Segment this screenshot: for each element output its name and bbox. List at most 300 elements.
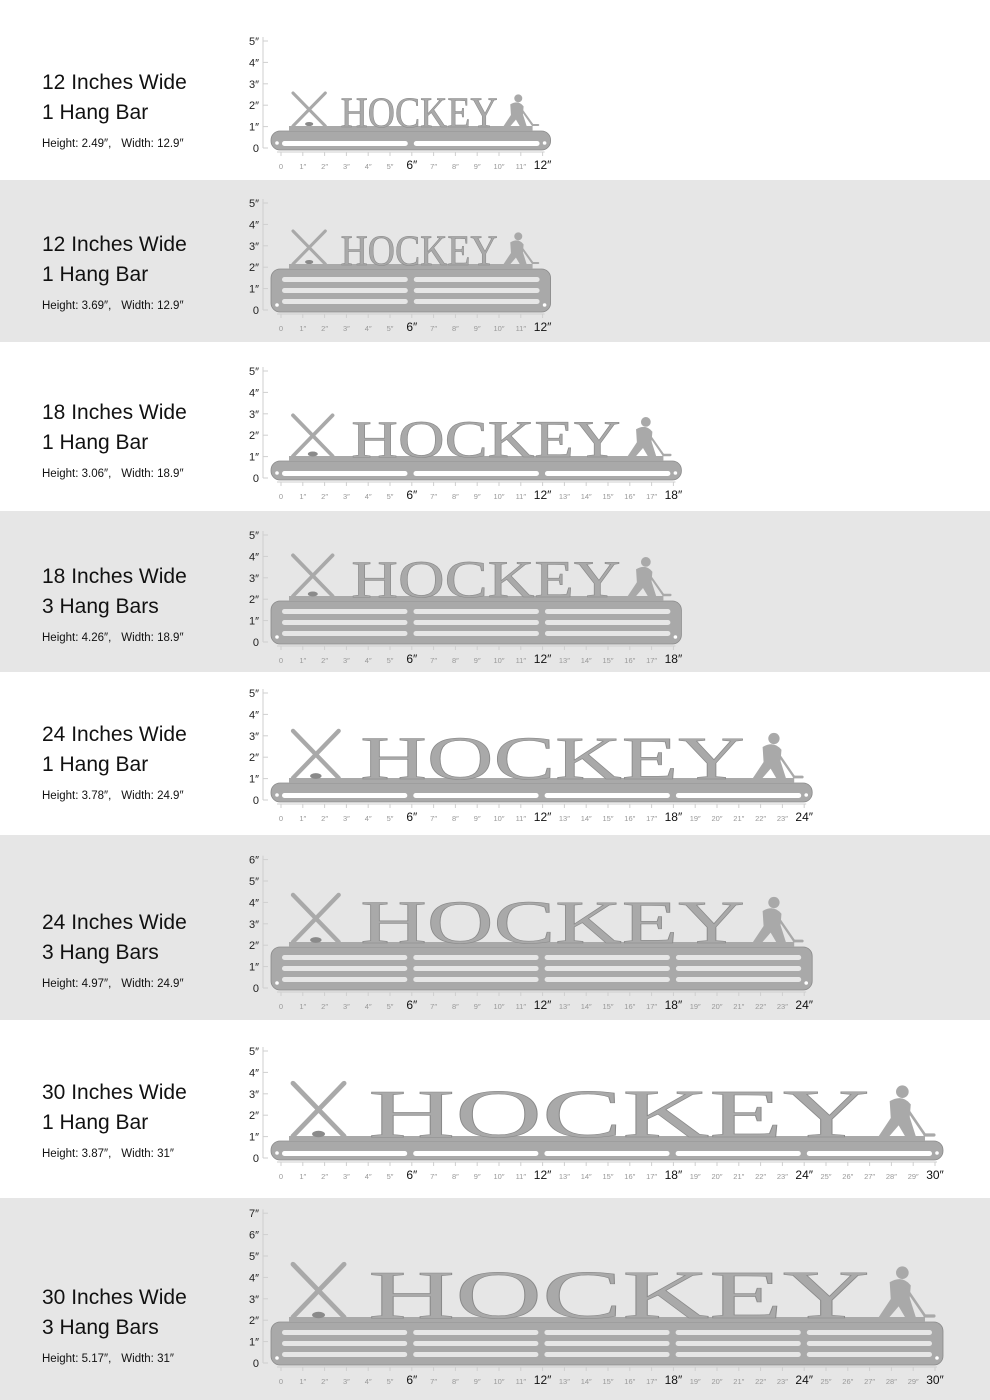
horizontal-tick-label: 18″ xyxy=(664,652,683,666)
hockey-player-icon xyxy=(503,94,538,127)
horizontal-tick-label: 16″ xyxy=(624,1002,636,1011)
vertical-tick-label: 3″ xyxy=(248,1293,259,1306)
horizontal-tick-label: 7″ xyxy=(430,1002,438,1011)
horizontal-tick-label: 9″ xyxy=(473,324,481,333)
vertical-tick-label: 1″ xyxy=(248,961,259,974)
vertical-tick-label: 6″ xyxy=(248,1229,259,1242)
horizontal-tick-label: 6″ xyxy=(406,998,418,1012)
hockey-wordmark: HOCKEY xyxy=(340,227,498,275)
horizontal-tick-label: 9″ xyxy=(473,162,481,171)
horizontal-tick-label: 7″ xyxy=(430,492,438,501)
horizontal-tick-label: 9″ xyxy=(473,814,481,823)
horizontal-tick-label: 8″ xyxy=(451,162,459,171)
horizontal-tick-label: 7″ xyxy=(430,1377,438,1386)
horizontal-tick-label: 22″ xyxy=(755,814,767,823)
horizontal-tick-label: 21″ xyxy=(733,1172,745,1181)
horizontal-tick-label: 5″ xyxy=(386,1172,394,1181)
medal-hanger-figure xyxy=(0,180,990,342)
vertical-tick-label: 2″ xyxy=(248,594,259,607)
horizontal-tick-label: 7″ xyxy=(430,162,438,171)
horizontal-tick-label: 21″ xyxy=(733,814,745,823)
vertical-tick-label: 3″ xyxy=(248,78,259,91)
horizontal-tick-label: 9″ xyxy=(473,1172,481,1181)
vertical-tick-label: 1″ xyxy=(248,1131,259,1144)
crossed-sticks-icon xyxy=(293,1083,344,1137)
horizontal-tick-label: 6″ xyxy=(406,652,418,666)
horizontal-tick-label: 16″ xyxy=(624,1377,636,1386)
vertical-ruler xyxy=(249,36,268,155)
hockey-medal-hanger xyxy=(271,227,551,312)
vertical-tick-label: 1″ xyxy=(248,1336,259,1349)
horizontal-tick-label: 18″ xyxy=(664,998,683,1012)
horizontal-tick-label: 27″ xyxy=(864,1172,876,1181)
hockey-player-icon xyxy=(627,417,670,457)
hockey-player-icon xyxy=(752,733,802,779)
horizontal-tick-label: 0 xyxy=(278,1172,284,1181)
vertical-tick-label: 5″ xyxy=(248,36,259,48)
horizontal-tick-label: 20″ xyxy=(711,1377,723,1386)
horizontal-tick-label: 19″ xyxy=(689,1172,701,1181)
vertical-tick-label: 5″ xyxy=(248,366,259,378)
horizontal-tick-label: 25″ xyxy=(820,1172,832,1181)
vertical-tick-label: 3″ xyxy=(248,408,259,421)
vertical-tick-label: 5″ xyxy=(248,530,259,542)
vertical-tick-label: 3″ xyxy=(248,730,259,743)
vertical-tick-label: 2″ xyxy=(248,1110,259,1123)
horizontal-tick-label: 12″ xyxy=(533,810,552,824)
height-value: Height: 4.97″, xyxy=(42,978,112,990)
vertical-tick-label: 5″ xyxy=(248,198,259,210)
crossed-sticks-icon xyxy=(293,731,339,779)
horizontal-tick-label: 2″ xyxy=(321,656,329,665)
horizontal-tick-label: 7″ xyxy=(430,814,438,823)
horizontal-tick-label: 11″ xyxy=(515,492,527,501)
horizontal-tick-label: 8″ xyxy=(451,1377,459,1386)
vertical-tick-label: 2″ xyxy=(248,752,259,765)
width-value: Width: 12.9″ xyxy=(121,138,184,150)
hockey-medal-hanger xyxy=(271,550,681,644)
horizontal-tick-label: 1″ xyxy=(299,492,307,501)
horizontal-tick-label: 4″ xyxy=(364,1002,372,1011)
vertical-tick-label: 0 xyxy=(252,143,259,155)
horizontal-tick-label: 30″ xyxy=(926,1168,944,1182)
horizontal-tick-label: 10″ xyxy=(493,1002,505,1011)
horizontal-tick-label: 10″ xyxy=(493,814,505,823)
horizontal-tick-label: 2″ xyxy=(321,162,329,171)
horizontal-tick-label: 6″ xyxy=(406,1168,418,1182)
horizontal-tick-label: 6″ xyxy=(406,1373,418,1387)
horizontal-tick-label: 18″ xyxy=(664,1373,683,1387)
hang-bar-count: 1 Hang Bar xyxy=(42,753,149,776)
horizontal-tick-label: 23″ xyxy=(776,1172,788,1181)
horizontal-tick-label: 1″ xyxy=(299,656,307,665)
size-title: 18 Inches Wide xyxy=(42,401,187,424)
medal-hanger-figure xyxy=(0,342,990,511)
horizontal-tick-label: 13″ xyxy=(558,1172,570,1181)
vertical-tick-label: 0 xyxy=(252,795,259,807)
horizontal-tick-label: 23″ xyxy=(776,1377,788,1386)
horizontal-tick-label: 15″ xyxy=(602,492,614,501)
hockey-wordmark: HOCKEY xyxy=(351,550,621,609)
medal-hanger-figure xyxy=(0,0,990,180)
size-option-row xyxy=(0,835,990,1020)
vertical-tick-label: 3″ xyxy=(248,918,259,931)
horizontal-tick-label: 6″ xyxy=(406,158,418,172)
horizontal-tick-label: 20″ xyxy=(711,1172,723,1181)
horizontal-tick-label: 11″ xyxy=(515,162,527,171)
hockey-wordmark: HOCKEY xyxy=(360,889,745,957)
width-value: Width: 24.9″ xyxy=(121,790,184,802)
horizontal-tick-label: 5″ xyxy=(386,162,394,171)
vertical-tick-label: 4″ xyxy=(248,897,259,910)
vertical-tick-label: 4″ xyxy=(248,551,259,564)
horizontal-tick-label: 22″ xyxy=(755,1377,767,1386)
horizontal-tick-label: 8″ xyxy=(451,1002,459,1011)
hockey-player-icon xyxy=(752,897,802,943)
horizontal-tick-label: 5″ xyxy=(386,324,394,333)
horizontal-tick-label: 26″ xyxy=(842,1377,854,1386)
vertical-tick-label: 1″ xyxy=(248,773,259,786)
horizontal-tick-label: 3″ xyxy=(342,492,350,501)
horizontal-tick-label: 20″ xyxy=(711,1002,723,1011)
vertical-tick-label: 0 xyxy=(252,305,259,317)
horizontal-tick-label: 4″ xyxy=(364,162,372,171)
width-value: Width: 31″ xyxy=(121,1353,174,1365)
vertical-ruler xyxy=(249,530,268,649)
horizontal-tick-label: 24″ xyxy=(795,1168,814,1182)
vertical-tick-label: 5″ xyxy=(248,876,259,888)
horizontal-tick-label: 16″ xyxy=(624,814,636,823)
horizontal-tick-label: 10″ xyxy=(493,1172,505,1181)
vertical-tick-label: 4″ xyxy=(248,1272,259,1285)
horizontal-tick-label: 12″ xyxy=(533,652,552,666)
horizontal-tick-label: 9″ xyxy=(473,656,481,665)
horizontal-tick-label: 11″ xyxy=(515,1377,527,1386)
vertical-tick-label: 2″ xyxy=(248,1315,259,1328)
horizontal-tick-label: 16″ xyxy=(624,492,636,501)
horizontal-tick-label: 24″ xyxy=(795,1373,814,1387)
size-option-row xyxy=(0,672,990,835)
horizontal-tick-label: 8″ xyxy=(451,656,459,665)
vertical-tick-label: 4″ xyxy=(248,387,259,400)
horizontal-tick-label: 22″ xyxy=(755,1002,767,1011)
hockey-medal-hanger xyxy=(271,1076,943,1160)
horizontal-tick-label: 1″ xyxy=(299,814,307,823)
horizontal-tick-label: 1″ xyxy=(299,162,307,171)
vertical-tick-label: 0 xyxy=(252,1153,259,1165)
hockey-player-icon xyxy=(503,232,538,265)
vertical-tick-label: 2″ xyxy=(248,430,259,443)
hockey-player-icon xyxy=(878,1085,934,1137)
horizontal-ruler xyxy=(277,152,552,172)
horizontal-tick-label: 28″ xyxy=(885,1172,897,1181)
horizontal-tick-label: 8″ xyxy=(451,814,459,823)
horizontal-tick-label: 12″ xyxy=(533,1168,552,1182)
medal-hanger-figure xyxy=(0,511,990,672)
horizontal-tick-label: 17″ xyxy=(646,1002,658,1011)
hang-bar-count: 1 Hang Bar xyxy=(42,263,149,286)
horizontal-tick-label: 9″ xyxy=(473,492,481,501)
horizontal-tick-label: 18″ xyxy=(664,810,683,824)
vertical-ruler xyxy=(249,1046,268,1165)
size-option-row xyxy=(0,1198,990,1400)
horizontal-tick-label: 4″ xyxy=(364,656,372,665)
vertical-tick-label: 0 xyxy=(252,983,259,995)
vertical-tick-label: 1″ xyxy=(248,121,259,134)
horizontal-tick-label: 23″ xyxy=(776,1002,788,1011)
horizontal-tick-label: 16″ xyxy=(624,1172,636,1181)
horizontal-tick-label: 10″ xyxy=(493,492,505,501)
width-value: Width: 18.9″ xyxy=(121,632,184,644)
size-option-row xyxy=(0,511,990,672)
horizontal-tick-label: 3″ xyxy=(342,656,350,665)
horizontal-tick-label: 24″ xyxy=(795,998,814,1012)
vertical-tick-label: 4″ xyxy=(248,219,259,232)
horizontal-tick-label: 14″ xyxy=(580,1002,592,1011)
hang-bar-count: 3 Hang Bars xyxy=(42,941,159,964)
hockey-medal-hanger xyxy=(271,889,812,990)
hockey-wordmark: HOCKEY xyxy=(368,1257,870,1333)
horizontal-ruler xyxy=(277,804,814,824)
horizontal-tick-label: 1″ xyxy=(299,1377,307,1386)
horizontal-tick-label: 11″ xyxy=(515,1002,527,1011)
hockey-wordmark: HOCKEY xyxy=(340,89,498,137)
vertical-tick-label: 1″ xyxy=(248,451,259,464)
vertical-ruler xyxy=(249,366,268,485)
horizontal-tick-label: 8″ xyxy=(451,492,459,501)
horizontal-tick-label: 29″ xyxy=(907,1377,919,1386)
horizontal-tick-label: 5″ xyxy=(386,492,394,501)
horizontal-tick-label: 3″ xyxy=(342,1172,350,1181)
vertical-tick-label: 5″ xyxy=(248,1251,259,1263)
hang-bar-count: 1 Hang Bar xyxy=(42,1111,149,1134)
vertical-tick-label: 7″ xyxy=(248,1208,259,1221)
horizontal-tick-label: 17″ xyxy=(646,492,658,501)
horizontal-tick-label: 17″ xyxy=(646,656,658,665)
width-value: Width: 24.9″ xyxy=(121,978,184,990)
vertical-tick-label: 2″ xyxy=(248,940,259,953)
crossed-sticks-icon xyxy=(293,93,325,126)
size-title: 30 Inches Wide xyxy=(42,1081,187,1104)
horizontal-tick-label: 13″ xyxy=(558,1377,570,1386)
horizontal-tick-label: 5″ xyxy=(386,814,394,823)
horizontal-tick-label: 5″ xyxy=(386,1377,394,1386)
crossed-sticks-icon xyxy=(293,231,325,264)
horizontal-tick-label: 25″ xyxy=(820,1377,832,1386)
horizontal-tick-label: 15″ xyxy=(602,1172,614,1181)
height-value: Height: 3.87″, xyxy=(42,1148,112,1160)
horizontal-tick-label: 14″ xyxy=(580,656,592,665)
horizontal-tick-label: 13″ xyxy=(558,492,570,501)
width-value: Width: 18.9″ xyxy=(121,468,184,480)
vertical-tick-label: 0 xyxy=(252,473,259,485)
height-value: Height: 3.69″, xyxy=(42,300,112,312)
horizontal-tick-label: 0 xyxy=(278,162,284,171)
horizontal-tick-label: 4″ xyxy=(364,814,372,823)
horizontal-tick-label: 3″ xyxy=(342,814,350,823)
height-value: Height: 2.49″, xyxy=(42,138,112,150)
vertical-ruler xyxy=(249,688,268,807)
hang-bar-count: 1 Hang Bar xyxy=(42,431,149,454)
horizontal-tick-label: 7″ xyxy=(430,656,438,665)
size-option-row xyxy=(0,180,990,342)
vertical-tick-label: 6″ xyxy=(248,854,259,867)
vertical-ruler xyxy=(249,1208,268,1370)
crossed-sticks-icon xyxy=(293,895,339,943)
horizontal-tick-label: 0 xyxy=(278,324,284,333)
horizontal-tick-label: 12″ xyxy=(533,1373,552,1387)
horizontal-tick-label: 30″ xyxy=(926,1373,944,1387)
horizontal-tick-label: 11″ xyxy=(515,814,527,823)
horizontal-tick-label: 3″ xyxy=(342,1002,350,1011)
horizontal-tick-label: 6″ xyxy=(406,810,418,824)
vertical-tick-label: 1″ xyxy=(248,283,259,296)
horizontal-tick-label: 26″ xyxy=(842,1172,854,1181)
horizontal-tick-label: 6″ xyxy=(406,488,418,502)
horizontal-tick-label: 2″ xyxy=(321,1377,329,1386)
horizontal-tick-label: 7″ xyxy=(430,1172,438,1181)
hang-bar-count: 3 Hang Bars xyxy=(42,1316,159,1339)
horizontal-tick-label: 0 xyxy=(278,1002,284,1011)
horizontal-tick-label: 4″ xyxy=(364,1377,372,1386)
horizontal-tick-label: 3″ xyxy=(342,1377,350,1386)
horizontal-tick-label: 18″ xyxy=(664,1168,683,1182)
size-title: 18 Inches Wide xyxy=(42,565,187,588)
horizontal-tick-label: 23″ xyxy=(776,814,788,823)
vertical-tick-label: 5″ xyxy=(248,1046,259,1058)
horizontal-tick-label: 3″ xyxy=(342,162,350,171)
horizontal-ruler xyxy=(277,482,683,502)
horizontal-tick-label: 11″ xyxy=(515,324,527,333)
horizontal-tick-label: 10″ xyxy=(493,656,505,665)
hockey-wordmark: HOCKEY xyxy=(360,725,745,793)
height-value: Height: 4.26″, xyxy=(42,632,112,644)
horizontal-tick-label: 28″ xyxy=(885,1377,897,1386)
size-title: 24 Inches Wide xyxy=(42,911,187,934)
hockey-player-icon xyxy=(878,1266,934,1318)
horizontal-tick-label: 0 xyxy=(278,1377,284,1386)
horizontal-tick-label: 10″ xyxy=(493,162,505,171)
horizontal-tick-label: 3″ xyxy=(342,324,350,333)
horizontal-tick-label: 2″ xyxy=(321,1172,329,1181)
horizontal-tick-label: 22″ xyxy=(755,1172,767,1181)
horizontal-tick-label: 14″ xyxy=(580,1377,592,1386)
vertical-tick-label: 0 xyxy=(252,1358,259,1370)
vertical-tick-label: 2″ xyxy=(248,262,259,275)
horizontal-ruler xyxy=(277,992,814,1012)
horizontal-tick-label: 15″ xyxy=(602,656,614,665)
medal-hanger-figure xyxy=(0,672,990,835)
hockey-medal-hanger xyxy=(271,725,812,802)
hockey-medal-hanger xyxy=(271,410,681,480)
horizontal-tick-label: 13″ xyxy=(558,814,570,823)
horizontal-tick-label: 6″ xyxy=(406,320,418,334)
width-value: Width: 31″ xyxy=(121,1148,174,1160)
horizontal-tick-label: 7″ xyxy=(430,324,438,333)
vertical-tick-label: 5″ xyxy=(248,688,259,700)
horizontal-tick-label: 14″ xyxy=(580,814,592,823)
horizontal-tick-label: 24″ xyxy=(795,810,814,824)
size-title: 30 Inches Wide xyxy=(42,1286,187,1309)
hockey-wordmark: HOCKEY xyxy=(351,410,621,469)
horizontal-tick-label: 2″ xyxy=(321,1002,329,1011)
horizontal-tick-label: 11″ xyxy=(515,1172,527,1181)
horizontal-tick-label: 4″ xyxy=(364,492,372,501)
horizontal-tick-label: 9″ xyxy=(473,1377,481,1386)
horizontal-tick-label: 15″ xyxy=(602,814,614,823)
horizontal-tick-label: 13″ xyxy=(558,656,570,665)
horizontal-tick-label: 4″ xyxy=(364,324,372,333)
horizontal-tick-label: 1″ xyxy=(299,324,307,333)
horizontal-tick-label: 14″ xyxy=(580,1172,592,1181)
crossed-sticks-icon xyxy=(293,1264,344,1318)
horizontal-ruler xyxy=(277,1162,945,1182)
horizontal-tick-label: 27″ xyxy=(864,1377,876,1386)
vertical-tick-label: 3″ xyxy=(248,1088,259,1101)
hockey-medal-hanger xyxy=(271,89,551,150)
vertical-ruler xyxy=(249,198,268,317)
horizontal-tick-label: 12″ xyxy=(533,320,552,334)
horizontal-tick-label: 12″ xyxy=(533,488,552,502)
hang-bar-count: 3 Hang Bars xyxy=(42,595,159,618)
horizontal-tick-label: 4″ xyxy=(364,1172,372,1181)
horizontal-tick-label: 15″ xyxy=(602,1377,614,1386)
horizontal-tick-label: 17″ xyxy=(646,1377,658,1386)
vertical-tick-label: 3″ xyxy=(248,572,259,585)
horizontal-tick-label: 21″ xyxy=(733,1002,745,1011)
vertical-tick-label: 4″ xyxy=(248,709,259,722)
horizontal-tick-label: 29″ xyxy=(907,1172,919,1181)
size-title: 24 Inches Wide xyxy=(42,723,187,746)
horizontal-tick-label: 15″ xyxy=(602,1002,614,1011)
horizontal-tick-label: 18″ xyxy=(664,488,683,502)
horizontal-tick-label: 2″ xyxy=(321,814,329,823)
horizontal-tick-label: 0 xyxy=(278,492,284,501)
horizontal-tick-label: 5″ xyxy=(386,1002,394,1011)
horizontal-tick-label: 0 xyxy=(278,814,284,823)
horizontal-tick-label: 19″ xyxy=(689,1377,701,1386)
vertical-ruler xyxy=(249,855,268,995)
hang-bar-count: 1 Hang Bar xyxy=(42,101,149,124)
height-value: Height: 3.78″, xyxy=(42,790,112,802)
crossed-sticks-icon xyxy=(293,555,333,596)
horizontal-ruler xyxy=(277,314,552,334)
medal-hanger-figure xyxy=(0,1020,990,1198)
crossed-sticks-icon xyxy=(293,415,333,456)
horizontal-tick-label: 10″ xyxy=(493,1377,505,1386)
horizontal-tick-label: 2″ xyxy=(321,492,329,501)
horizontal-tick-label: 20″ xyxy=(711,814,723,823)
size-title: 12 Inches Wide xyxy=(42,233,187,256)
horizontal-tick-label: 12″ xyxy=(533,998,552,1012)
size-option-row xyxy=(0,342,990,511)
size-title: 12 Inches Wide xyxy=(42,71,187,94)
vertical-tick-label: 0 xyxy=(252,637,259,649)
vertical-tick-label: 2″ xyxy=(248,100,259,113)
horizontal-tick-label: 13″ xyxy=(558,1002,570,1011)
horizontal-ruler xyxy=(277,646,683,666)
vertical-tick-label: 4″ xyxy=(248,57,259,70)
horizontal-tick-label: 17″ xyxy=(646,1172,658,1181)
horizontal-tick-label: 17″ xyxy=(646,814,658,823)
height-value: Height: 5.17″, xyxy=(42,1353,112,1365)
height-value: Height: 3.06″, xyxy=(42,468,112,480)
horizontal-tick-label: 8″ xyxy=(451,324,459,333)
vertical-tick-label: 4″ xyxy=(248,1067,259,1080)
horizontal-tick-label: 12″ xyxy=(533,158,552,172)
vertical-tick-label: 1″ xyxy=(248,615,259,628)
vertical-tick-label: 3″ xyxy=(248,240,259,253)
